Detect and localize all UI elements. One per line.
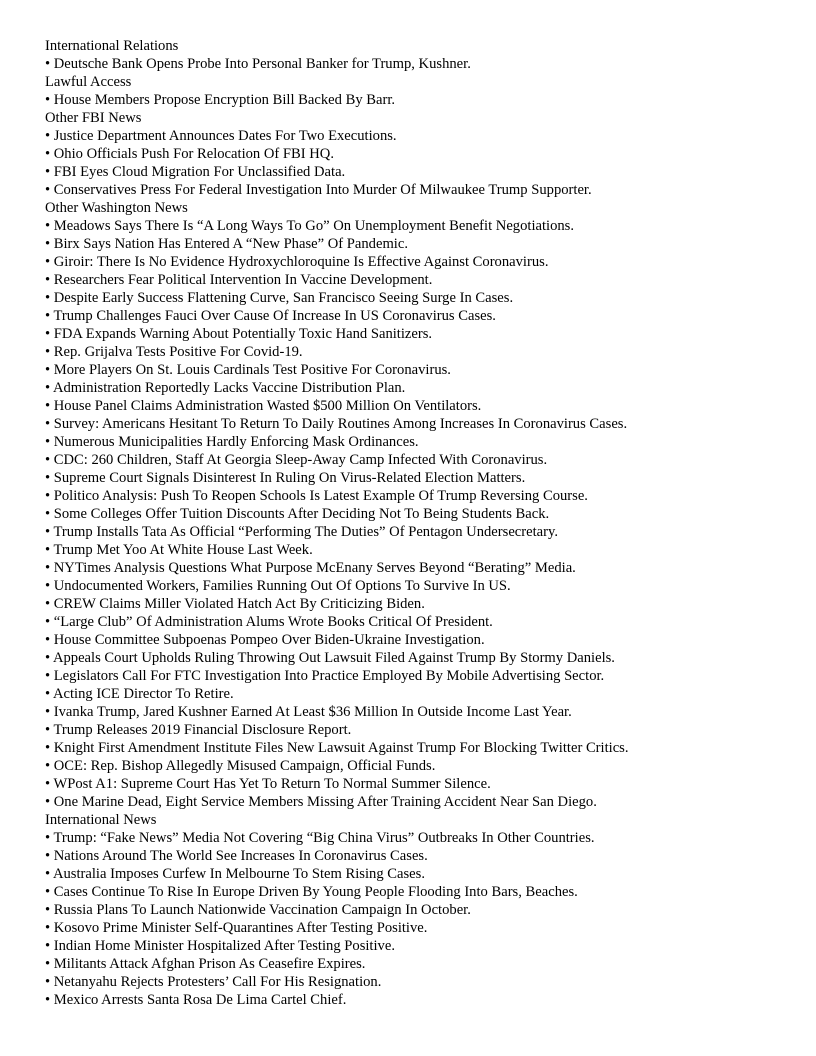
section-heading: International Relations: [45, 38, 179, 54]
headline-item: • House Members Propose Encryption Bill Backed By Barr.: [45, 92, 396, 108]
headline-item: • WPost A1: Supreme Court Has Yet To Return To Normal Summer Silence.: [45, 776, 491, 792]
headline-item: • CREW Claims Miller Violated Hatch Act By Criticizing Biden.: [45, 596, 425, 612]
news-section: [45, 811, 805, 1009]
headline-item: • Supreme Court Signals Disinterest In Ruling On Virus-Related Election Matters.: [45, 470, 526, 486]
headline-item: • “Large Club” Of Administration Alums Wrote Books Critical Of President.: [45, 614, 493, 630]
news-section: [45, 109, 805, 199]
headline-item: • Acting ICE Director To Retire.: [45, 686, 234, 702]
headline-item: • Undocumented Workers, Families Running Out Of Options To Survive In US.: [45, 578, 511, 594]
headline-item: • Militants Attack Afghan Prison As Ceasefire Expires.: [45, 956, 366, 972]
headline-item: • Trump Releases 2019 Financial Disclosure Report.: [45, 722, 352, 738]
headline-item: • Trump Installs Tata As Official “Performing The Duties” Of Pentagon Undersecretary.: [45, 524, 559, 540]
headline-item: • Deutsche Bank Opens Probe Into Personal Banker for Trump, Kushner.: [45, 56, 471, 72]
document-body: [45, 37, 805, 1009]
headline-item: • OCE: Rep. Bishop Allegedly Misused Campaign, Official Funds.: [45, 758, 436, 774]
headline-item: • Despite Early Success Flattening Curve, San Francisco Seeing Surge In Cases.: [45, 290, 514, 306]
news-section: [45, 73, 805, 109]
headline-item: • House Panel Claims Administration Wasted $500 Million On Ventilators.: [45, 398, 482, 414]
headline-item: • Ohio Officials Push For Relocation Of FBI HQ.: [45, 146, 334, 162]
headline-item: • Russia Plans To Launch Nationwide Vaccination Campaign In October.: [45, 902, 471, 918]
headline-item: • Meadows Says There Is “A Long Ways To Go” On Unemployment Benefit Negotiations.: [45, 218, 575, 234]
section-heading: International News: [45, 812, 157, 828]
headline-item: • NYTimes Analysis Questions What Purpose McEnany Serves Beyond “Berating” Media.: [45, 560, 576, 576]
headline-item: • Trump Met Yoo At White House Last Week.: [45, 542, 313, 558]
headline-item: • Cases Continue To Rise In Europe Driven By Young People Flooding Into Bars, Beaches.: [45, 884, 578, 900]
headline-item: • Australia Imposes Curfew In Melbourne To Stem Rising Cases.: [45, 866, 425, 882]
headline-item: • Nations Around The World See Increases In Coronavirus Cases.: [45, 848, 428, 864]
headline-item: • Netanyahu Rejects Protesters’ Call For His Resignation.: [45, 974, 382, 990]
news-section: [45, 37, 805, 73]
headline-item: • House Committee Subpoenas Pompeo Over Biden-Ukraine Investigation.: [45, 632, 485, 648]
headline-item: • Birx Says Nation Has Entered A “New Phase” Of Pandemic.: [45, 236, 408, 252]
headline-item: • Ivanka Trump, Jared Kushner Earned At Least $36 Million In Outside Income Last Year.: [45, 704, 572, 720]
headline-item: • FBI Eyes Cloud Migration For Unclassified Data.: [45, 164, 346, 180]
headline-item: • Rep. Grijalva Tests Positive For Covid-19.: [45, 344, 303, 360]
headline-item: • Survey: Americans Hesitant To Return To Daily Routines Among Increases In Coronavirus Cases.: [45, 416, 628, 432]
headline-item: • Conservatives Press For Federal Investigation Into Murder Of Milwaukee Trump Supporter.: [45, 182, 592, 198]
section-heading: Other Washington News: [45, 200, 188, 216]
headline-item: • Numerous Municipalities Hardly Enforcing Mask Ordinances.: [45, 434, 419, 450]
headline-item: • Mexico Arrests Santa Rosa De Lima Cartel Chief.: [45, 992, 347, 1008]
headline-item: • One Marine Dead, Eight Service Members Missing After Training Accident Near San Diego.: [45, 794, 597, 810]
headline-item: • FDA Expands Warning About Potentially Toxic Hand Sanitizers.: [45, 326, 433, 342]
headline-item: • Legislators Call For FTC Investigation Into Practice Employed By Mobile Advertising Sector.: [45, 668, 605, 684]
headline-item: • Indian Home Minister Hospitalized After Testing Positive.: [45, 938, 395, 954]
headline-item: • More Players On St. Louis Cardinals Test Positive For Coronavirus.: [45, 362, 451, 378]
headline-item: • Knight First Amendment Institute Files New Lawsuit Against Trump For Blocking Twitter Critics.: [45, 740, 629, 756]
headline-item: • Justice Department Announces Dates For Two Executions.: [45, 128, 397, 144]
headline-item: • Trump: “Fake News” Media Not Covering “Big China Virus” Outbreaks In Other Countries.: [45, 830, 595, 846]
headline-item: • CDC: 260 Children, Staff At Georgia Sleep-Away Camp Infected With Coronavirus.: [45, 452, 548, 468]
section-heading: Other FBI News: [45, 110, 142, 126]
news-section: [45, 199, 805, 811]
headline-item: • Politico Analysis: Push To Reopen Schools Is Latest Example Of Trump Reversing Course.: [45, 488, 588, 504]
headline-item: • Appeals Court Upholds Ruling Throwing Out Lawsuit Filed Against Trump By Stormy Daniels.: [45, 650, 615, 666]
section-heading: Lawful Access: [45, 74, 132, 90]
headline-item: • Researchers Fear Political Intervention In Vaccine Development.: [45, 272, 433, 288]
headline-item: • Some Colleges Offer Tuition Discounts After Deciding Not To Being Students Back.: [45, 506, 550, 522]
headline-item: • Kosovo Prime Minister Self-Quarantines After Testing Positive.: [45, 920, 428, 936]
headline-item: • Giroir: There Is No Evidence Hydroxychloroquine Is Effective Against Coronavirus.: [45, 254, 549, 270]
headline-item: • Administration Reportedly Lacks Vaccine Distribution Plan.: [45, 380, 406, 396]
headline-item: • Trump Challenges Fauci Over Cause Of Increase In US Coronavirus Cases.: [45, 308, 496, 324]
